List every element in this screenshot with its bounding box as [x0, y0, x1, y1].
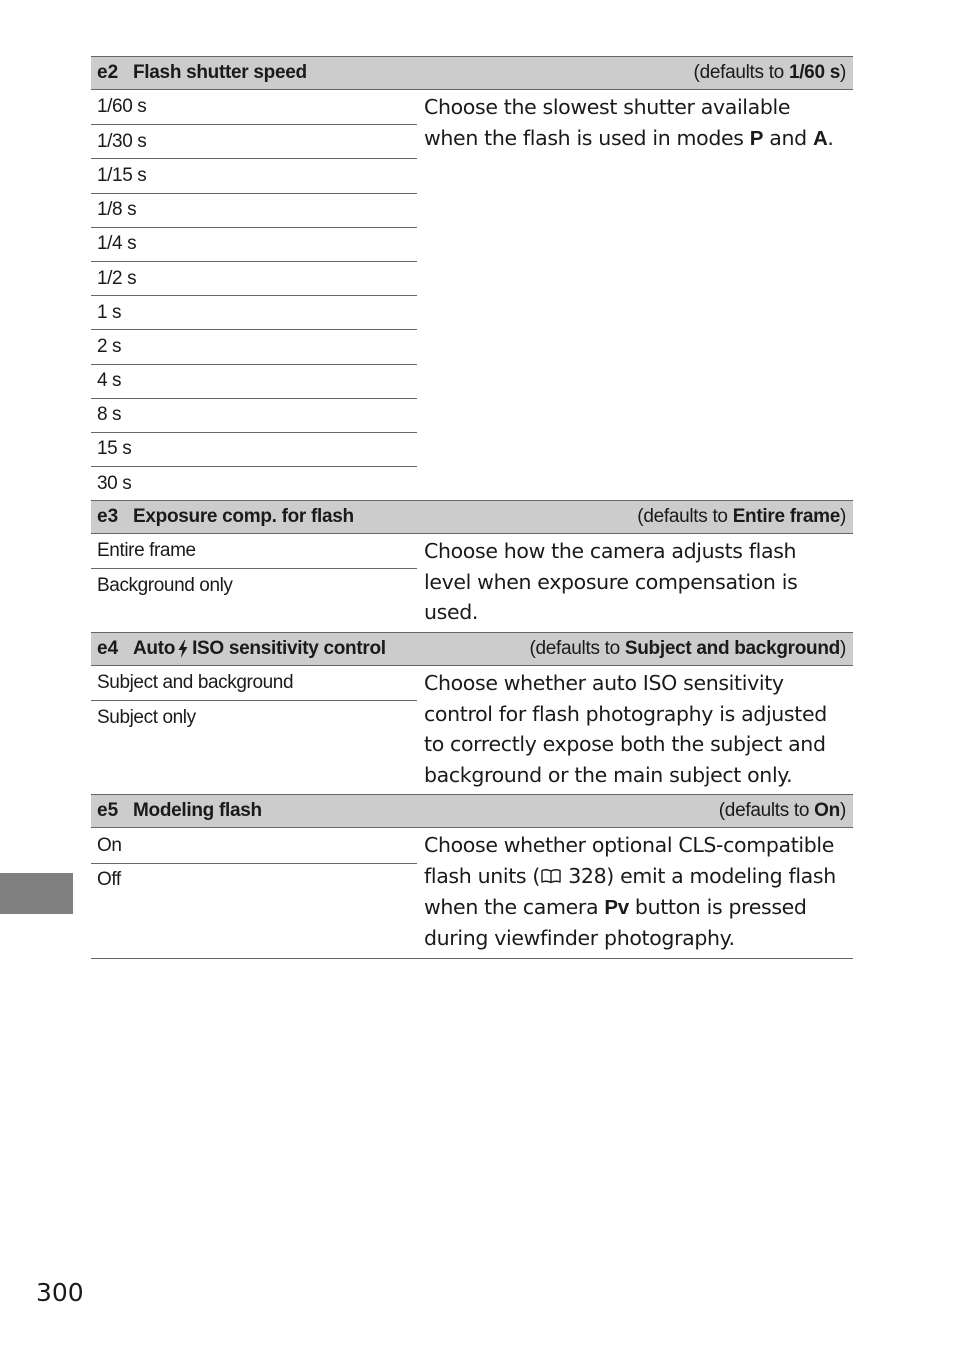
option-row: Entire frame — [97, 540, 196, 562]
setting-default: (defaults to On) — [718, 800, 846, 822]
options-list — [91, 534, 417, 632]
section-header-e5 — [91, 794, 853, 828]
setting-description: Choose whether auto ISO sensitivity control for flash photography is adjusted to correctly expose both the subject and background or the main subject only. — [424, 671, 827, 787]
mode-p: P — [749, 126, 764, 150]
pv-button-label: Pv — [604, 895, 629, 919]
options-list — [91, 666, 417, 794]
option-row: 1 s — [91, 295, 417, 329]
option-row: 1/8 s — [91, 193, 417, 227]
setting-default: (defaults to Entire frame) — [637, 506, 846, 528]
option-row: Background only — [91, 568, 417, 602]
option-row: 4 s — [91, 364, 417, 398]
section-body-e2 — [91, 90, 853, 500]
setting-default: (defaults to 1/60 s) — [693, 62, 846, 83]
options-list — [91, 90, 417, 500]
setting-code: e5 — [97, 800, 119, 822]
flash-bolt-icon — [177, 640, 189, 658]
option-row: 1/15 s — [91, 158, 417, 192]
section-header-e4 — [91, 632, 853, 666]
chapter-side-tab — [0, 873, 73, 914]
setting-code: e4 — [97, 638, 119, 660]
default-value: 1/60 s — [788, 62, 840, 83]
page-number: 300 — [36, 1278, 84, 1307]
setting-title: Auto ISO sensitivity control — [133, 638, 386, 660]
section-body-e3 — [91, 534, 853, 632]
default-value: On — [814, 800, 840, 822]
option-row: On — [97, 834, 122, 856]
section-header-e3 — [91, 500, 853, 534]
mode-a: A — [812, 126, 828, 150]
section-body-e5 — [91, 828, 853, 957]
option-row: 1/2 s — [91, 261, 417, 295]
option-row: 15 s — [91, 432, 417, 466]
setting-code: e3 — [97, 506, 119, 528]
custom-settings-table — [91, 56, 853, 959]
option-row: 1/4 s — [91, 227, 417, 261]
setting-title: Exposure comp. for flash — [133, 506, 354, 528]
book-icon — [540, 868, 562, 884]
option-row: 1/30 s — [91, 124, 417, 158]
section-body-e4 — [91, 666, 853, 794]
option-row: 30 s — [91, 466, 417, 500]
option-row: 2 s — [91, 329, 417, 363]
setting-default: (defaults to Subject and background) — [529, 638, 846, 660]
option-row: Off — [91, 863, 417, 897]
default-value: Subject and background — [624, 638, 840, 660]
option-row: 1/60 s — [97, 96, 147, 118]
default-value: Entire frame — [732, 506, 840, 528]
section-header-e2 — [91, 56, 853, 90]
setting-description: Choose how the camera adjusts flash level when exposure compensation is used. — [424, 539, 798, 625]
setting-description: Choose whether optional CLS-compatible flash units ( 328) emit a modeling flash when the camera Pv button is pressed during viewfinder photography. — [424, 833, 836, 951]
setting-description: Choose the slowest shutter available when the flash is used in modes P and A. — [424, 95, 834, 150]
option-row: Subject and background — [97, 672, 294, 694]
setting-code: e2 — [97, 62, 119, 83]
options-list — [91, 828, 417, 957]
option-row: Subject only — [91, 700, 417, 734]
option-row: 8 s — [91, 398, 417, 432]
setting-title: Modeling flash — [133, 800, 262, 822]
setting-title: Flash shutter speed — [133, 62, 307, 83]
